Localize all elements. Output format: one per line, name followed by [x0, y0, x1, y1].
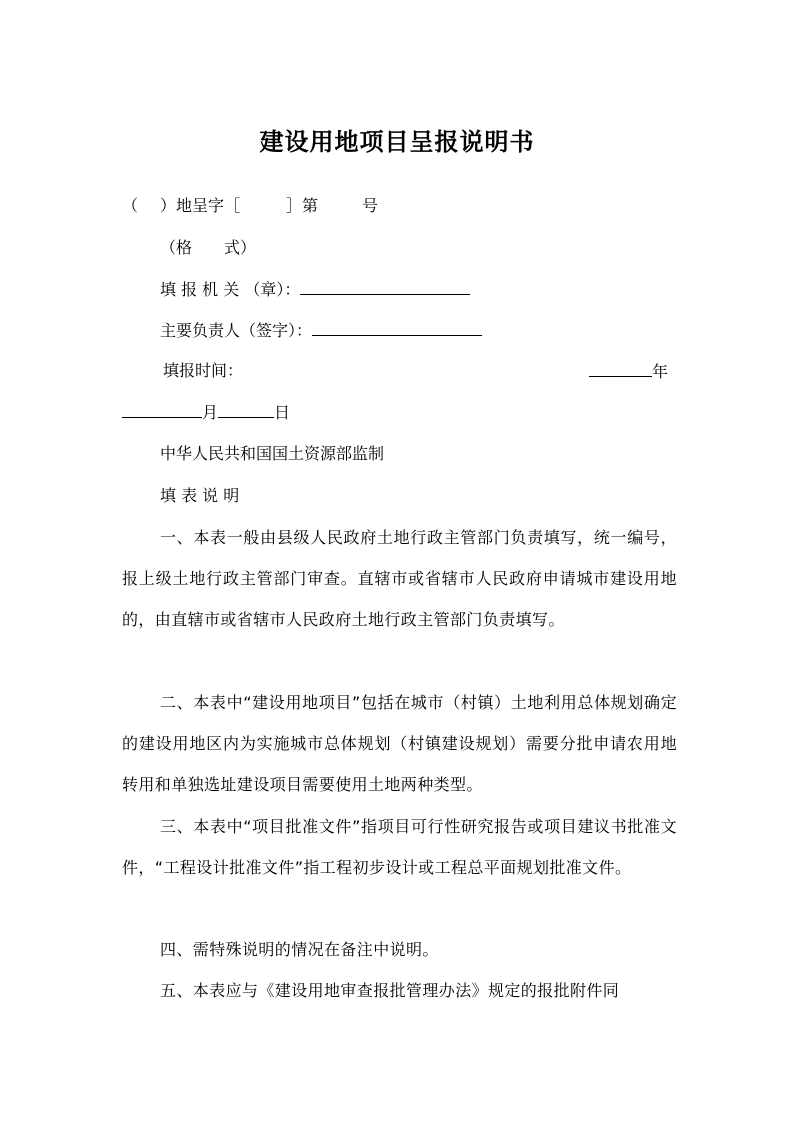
month-field[interactable] [122, 402, 202, 418]
number-bracket-close: ］第 [286, 196, 319, 215]
instruction-paragraph-5: 五、本表应与《建设用地审查报批管理办法》规定的报批附件同 [160, 981, 620, 1000]
supervisor-line: 中华人民共和国国土资源部监制 [160, 444, 385, 463]
number-prefix: ）地呈字［ [160, 196, 241, 215]
instruction-paragraph-4: 四、需特殊说明的情况在备注中说明。 [160, 940, 439, 959]
day-field[interactable] [218, 402, 274, 418]
instruction-paragraph-1: 一、本表一般由县级人民政府土地行政主管部门负责填写，统一编号，报上级土地行政主管部门审查。直辖市或省辖市人民政府申请城市建设用地的，由直辖市或省辖市人民政府土地行政主管部门负责填写。 [122, 528, 677, 629]
document-title: 建设用地项目呈报说明书 [259, 127, 535, 156]
format-note: （格 式） [160, 238, 257, 257]
filing-agency-row [160, 279, 470, 300]
number-paren-open: （ [122, 196, 139, 215]
number-hao: 号 [362, 196, 379, 215]
year-row [589, 361, 668, 382]
year-field[interactable] [589, 361, 652, 377]
principal-row [160, 320, 482, 341]
year-label: 年 [652, 362, 669, 381]
instruction-paragraph-2: 二、本表中“建设用地项目”包括在城市（村镇）土地利用总体规划确定的建设用地区内为实施城市总体规划（村镇建设规划）需要分批申请农用地转用和单独选址建设项目需要使用土地两种类型。 [122, 693, 677, 794]
instruction-paragraph-3: 三、本表中“项目批准文件”指项目可行性研究报告或项目建议书批准文件，“工程设计批准文件”指工程初步设计或工程总平面规划批准文件。 [122, 817, 677, 877]
filing-agency-field[interactable] [300, 279, 470, 295]
filing-agency-label: 填 报 机 关 （章）： [160, 280, 301, 299]
principal-label: 主要负责人（签字）： [160, 321, 313, 340]
day-label: 日 [274, 403, 291, 422]
filing-time-label: 填报时间： [163, 361, 244, 380]
instructions-heading: 填 表 说 明 [160, 486, 240, 505]
principal-signature-field[interactable] [312, 320, 482, 336]
month-day-row [122, 402, 290, 423]
month-label: 月 [202, 403, 219, 422]
number-line [122, 196, 378, 216]
